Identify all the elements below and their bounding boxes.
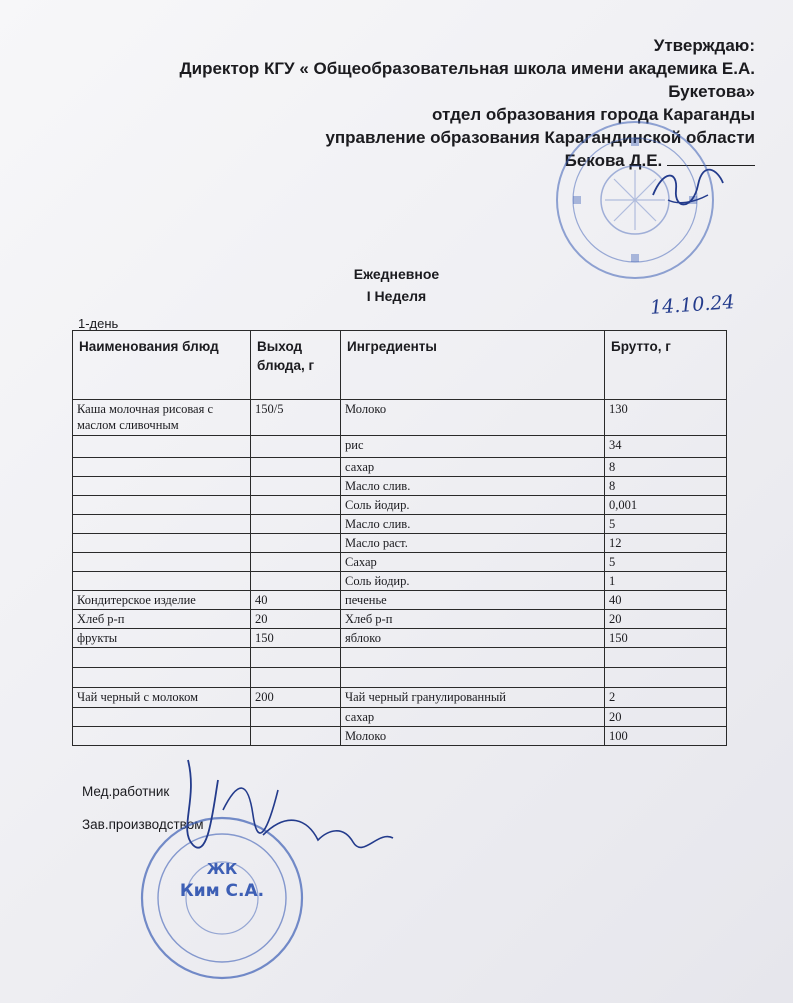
table-row bbox=[73, 515, 727, 534]
table-row bbox=[73, 553, 727, 572]
handwritten-date: 14.10.24 bbox=[649, 291, 736, 319]
stamp-name: Ким С.А. bbox=[179, 881, 265, 901]
table-row bbox=[73, 668, 727, 688]
ingredient-cell: сахар bbox=[341, 708, 605, 727]
table-row bbox=[73, 688, 727, 708]
table-row bbox=[73, 400, 727, 436]
header-gross: Брутто, г bbox=[605, 331, 727, 400]
ingredient-cell: Молоко bbox=[341, 727, 605, 746]
dish-cell bbox=[73, 534, 251, 553]
ingredient-cell: рис bbox=[341, 436, 605, 458]
ingredient-cell: Хлеб р-п bbox=[341, 610, 605, 629]
gross-cell: 1 bbox=[605, 572, 727, 591]
ingredient-cell: Масло слив. bbox=[341, 515, 605, 534]
yield-cell bbox=[251, 477, 341, 496]
table-header-row bbox=[73, 331, 727, 400]
dish-cell bbox=[73, 436, 251, 458]
dish-cell bbox=[73, 572, 251, 591]
gross-cell: 8 bbox=[605, 477, 727, 496]
yield-cell bbox=[251, 708, 341, 727]
ingredient-cell: печенье bbox=[341, 591, 605, 610]
gross-cell: 5 bbox=[605, 515, 727, 534]
header-ingredients: Ингредиенты bbox=[341, 331, 605, 400]
table-row bbox=[73, 436, 727, 458]
administration-line: управление образования Карагандинской области bbox=[325, 128, 755, 147]
dish-cell bbox=[73, 708, 251, 727]
ingredient-cell: Соль йодир. bbox=[341, 572, 605, 591]
approve-heading: Утверждаю: bbox=[653, 36, 755, 55]
day-label: 1-день bbox=[78, 316, 119, 331]
gross-cell: 8 bbox=[605, 458, 727, 477]
medic-label: Мед.работник bbox=[82, 784, 170, 799]
gross-cell: 34 bbox=[605, 436, 727, 458]
dish-cell bbox=[73, 553, 251, 572]
table-row bbox=[73, 648, 727, 668]
director-line-1: Директор КГУ « Общеобразовательная школа имени академика Е.А. bbox=[179, 59, 755, 78]
ingredient-cell: Масло раст. bbox=[341, 534, 605, 553]
week-caption: I Неделя bbox=[366, 288, 427, 304]
department-line: отдел образования города Караганды bbox=[432, 105, 755, 124]
yield-cell bbox=[251, 668, 341, 688]
production-label: Зав.производством bbox=[82, 817, 204, 832]
dish-cell bbox=[73, 515, 251, 534]
ingredient-cell: сахар bbox=[341, 458, 605, 477]
signature-icon bbox=[168, 740, 408, 870]
yield-cell bbox=[251, 515, 341, 534]
dish-cell bbox=[73, 477, 251, 496]
dish-cell bbox=[73, 668, 251, 688]
yield-cell bbox=[251, 572, 341, 591]
yield-cell: 150 bbox=[251, 629, 341, 648]
ingredient-cell: Масло слив. bbox=[341, 477, 605, 496]
dish-cell: Хлеб р-п bbox=[73, 610, 251, 629]
yield-cell: 150/5 bbox=[251, 400, 341, 436]
yield-cell bbox=[251, 534, 341, 553]
yield-cell bbox=[251, 648, 341, 668]
table-row bbox=[73, 708, 727, 727]
gross-cell: 0,001 bbox=[605, 496, 727, 515]
table-row bbox=[73, 496, 727, 515]
ingredient-cell bbox=[341, 668, 605, 688]
ingredient-cell bbox=[341, 648, 605, 668]
gross-cell: 2 bbox=[605, 688, 727, 708]
director-line-2: Букетова» bbox=[668, 82, 755, 101]
gross-cell: 20 bbox=[605, 610, 727, 629]
header-yield: Выход блюда, г bbox=[251, 331, 341, 400]
table-row bbox=[73, 610, 727, 629]
gross-cell: 150 bbox=[605, 629, 727, 648]
gross-cell: 12 bbox=[605, 534, 727, 553]
dish-cell bbox=[73, 496, 251, 515]
table-row bbox=[73, 572, 727, 591]
director-name: Бекова Д.Е. bbox=[564, 151, 663, 170]
director-signature-icon bbox=[648, 165, 728, 215]
yield-cell: 40 bbox=[251, 591, 341, 610]
dish-cell: Каша молочная рисовая с маслом сливочным bbox=[73, 400, 251, 436]
table-row bbox=[73, 629, 727, 648]
table-row bbox=[73, 458, 727, 477]
stamp-initials: ЖК bbox=[206, 860, 238, 878]
ingredient-cell: Молоко bbox=[341, 400, 605, 436]
table-row bbox=[73, 591, 727, 610]
dish-cell: Чай черный с молоком bbox=[73, 688, 251, 708]
frequency-caption: Ежедневное bbox=[353, 266, 440, 282]
ingredient-cell: Соль йодир. bbox=[341, 496, 605, 515]
ingredient-cell: Сахар bbox=[341, 553, 605, 572]
yield-cell bbox=[251, 553, 341, 572]
yield-cell bbox=[251, 458, 341, 477]
menu-table bbox=[72, 330, 727, 746]
gross-cell: 40 bbox=[605, 591, 727, 610]
ingredient-cell: яблоко bbox=[341, 629, 605, 648]
yield-cell: 20 bbox=[251, 610, 341, 629]
dish-cell bbox=[73, 648, 251, 668]
gross-cell: 5 bbox=[605, 553, 727, 572]
table-row bbox=[73, 477, 727, 496]
dish-cell: Кондитерское изделие bbox=[73, 591, 251, 610]
yield-cell bbox=[251, 496, 341, 515]
gross-cell bbox=[605, 668, 727, 688]
dish-cell: фрукты bbox=[73, 629, 251, 648]
gross-cell: 130 bbox=[605, 400, 727, 436]
ingredient-cell: Чай черный гранулированный bbox=[341, 688, 605, 708]
yield-cell: 200 bbox=[251, 688, 341, 708]
gross-cell: 20 bbox=[605, 708, 727, 727]
yield-cell bbox=[251, 436, 341, 458]
gross-cell bbox=[605, 648, 727, 668]
gross-cell: 100 bbox=[605, 727, 727, 746]
header-dish: Наименования блюд bbox=[73, 331, 251, 400]
table-row bbox=[73, 534, 727, 553]
dish-cell bbox=[73, 458, 251, 477]
